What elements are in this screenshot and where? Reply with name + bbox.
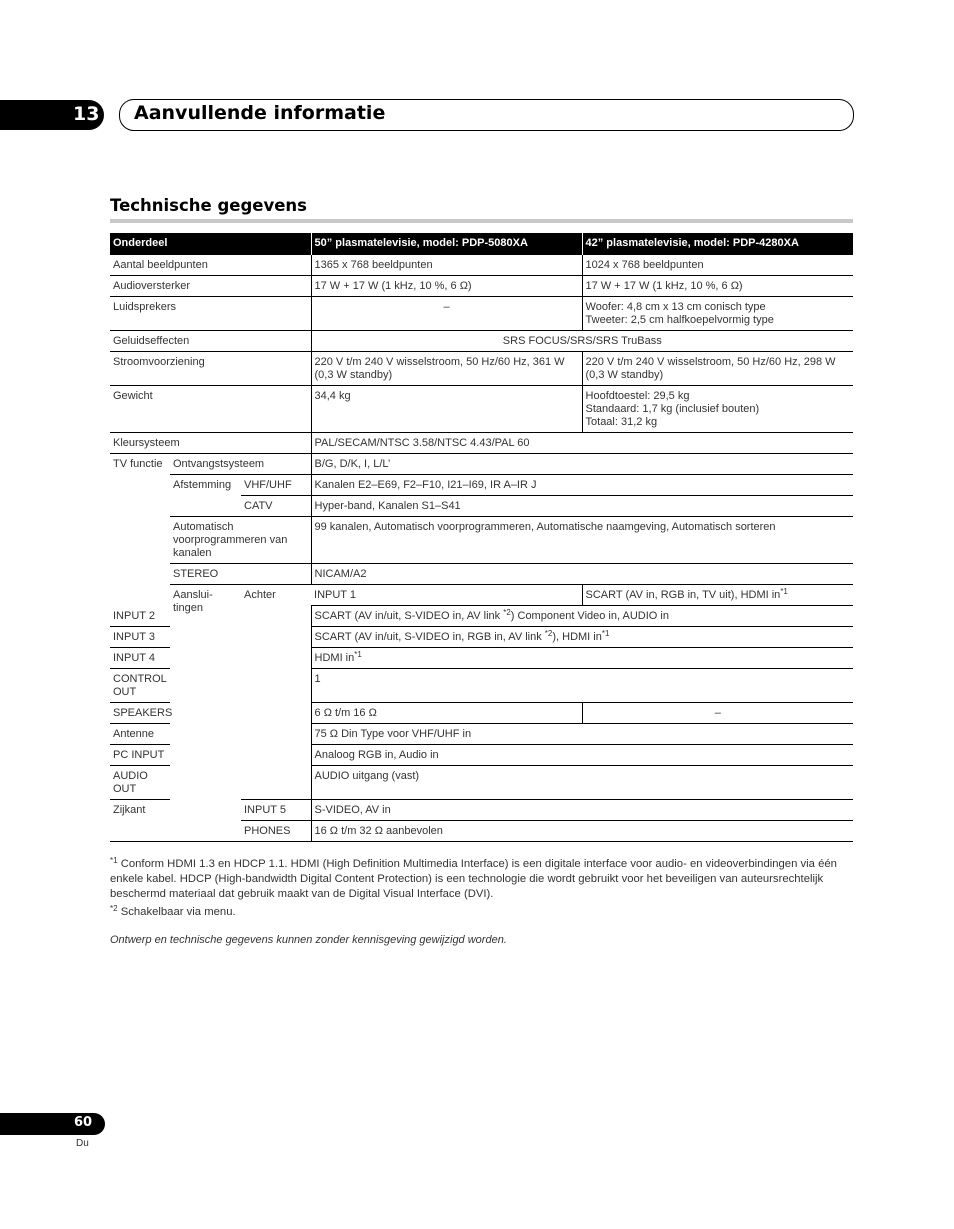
disclaimer-note: Ontwerp en technische gegevens kunnen zonder kennisgeving gewijzigd worden.	[110, 934, 507, 946]
table-row	[110, 433, 853, 454]
row-label: INPUT 5	[241, 800, 311, 821]
value-shared: 1	[311, 669, 853, 703]
subgroup-label: Achter	[241, 585, 311, 800]
footnote-ref: *1	[601, 629, 610, 638]
section-rule	[110, 219, 853, 223]
value-shared: 16 Ω t/m 32 Ω aanbevolen	[311, 821, 853, 842]
row-label: PC INPUT	[110, 745, 170, 766]
value-50: 34,4 kg	[311, 386, 582, 433]
table-row	[110, 276, 853, 297]
table-row	[110, 352, 853, 386]
section-title: Technische gegevens	[110, 196, 307, 215]
header-onderdeel: Onderdeel	[110, 233, 311, 255]
value-shared	[311, 627, 853, 648]
row-label: Luidsprekers	[110, 297, 311, 331]
value-shared: B/G, D/K, I, L/L’	[311, 454, 853, 475]
value-50: –	[311, 297, 582, 331]
row-label: VHF/UHF	[241, 475, 311, 496]
table-row	[110, 331, 853, 352]
value-shared: AUDIO uitgang (vast)	[311, 766, 853, 800]
table-row	[110, 564, 853, 585]
row-label: Gewicht	[110, 386, 311, 433]
row-label: Ontvangstsysteem	[170, 454, 311, 475]
value-shared: S-VIDEO, AV in	[311, 800, 853, 821]
table-row	[110, 454, 853, 475]
value-line: Hoofdtoestel: 29,5 kg	[585, 390, 690, 402]
value-text: SCART (AV in/uit, S-VIDEO in, RGB in, AV link	[314, 631, 545, 643]
value-text: SCART (AV in, RGB in, TV uit), HDMI in	[585, 589, 781, 601]
footnote-text: Conform HDMI 1.3 en HDCP 1.1. HDMI (High Definition Multimedia Interface) is een digitale interface voor audio- en videoverbindingen via één enkele kabel. HDCP (High-bandwidth Digital Content Protection) is een technologie die wordt gebruikt voor het beveiligen van auteursrechtelijk beschermd materiaal dat gebruik maakt van de Digital Visual Interface (DVI).	[110, 858, 837, 900]
header-model-50: 50” plasmatelevisie, model: PDP-5080XA	[311, 233, 582, 255]
footnote-mark: *2	[110, 904, 118, 913]
footnote-ref: *1	[354, 650, 362, 659]
table-row	[110, 255, 853, 276]
value-42: –	[582, 703, 853, 724]
value-text: HDMI in	[314, 652, 355, 664]
value-line: Totaal: 31,2 kg	[585, 416, 658, 428]
footnote-mark: *1	[110, 856, 118, 865]
table-header-row	[110, 233, 853, 255]
group-label: Aanslui-tingen	[170, 585, 241, 842]
row-label: Kleursysteem	[110, 433, 311, 454]
value-50: 1365 x 768 beeldpunten	[311, 255, 582, 276]
value-50: 17 W + 17 W (1 kHz, 10 %, 6 Ω)	[311, 276, 582, 297]
row-label: STEREO	[170, 564, 311, 585]
value-shared: 99 kanalen, Automatisch voorprogrammeren, Automatische naamgeving, Automatisch sorteren	[311, 517, 853, 564]
table-row	[110, 585, 853, 606]
value-50: 220 V t/m 240 V wisselstroom, 50 Hz/60 Hz, 361 W (0,3 W standby)	[311, 352, 582, 386]
table-row	[110, 475, 853, 496]
row-label: CATV	[241, 496, 311, 517]
value-line: Woofer: 4,8 cm x 13 cm conisch type	[585, 301, 766, 313]
row-label: SPEAKERS	[110, 703, 170, 724]
table-row	[110, 517, 853, 564]
value-shared: Analoog RGB in, Audio in	[311, 745, 853, 766]
footnote-1	[110, 857, 855, 902]
spec-table	[110, 233, 853, 842]
value-shared: NICAM/A2	[311, 564, 853, 585]
value-42: 17 W + 17 W (1 kHz, 10 %, 6 Ω)	[582, 276, 853, 297]
value-shared: Hyper-band, Kanalen S1–S41	[311, 496, 853, 517]
row-label: Geluidseffecten	[110, 331, 311, 352]
value-text: ) Component Video in, AUDIO in	[510, 610, 669, 622]
row-label: Antenne	[110, 724, 170, 745]
value-line: Tweeter: 2,5 cm halfkoepelvormig type	[585, 314, 774, 326]
group-label: TV functie	[113, 458, 163, 470]
row-label: INPUT 3	[110, 627, 170, 648]
row-label: INPUT 2	[110, 606, 170, 627]
value-text: ), HDMI in	[552, 631, 602, 643]
value-50: 6 Ω t/m 16 Ω	[311, 703, 582, 724]
row-label: INPUT 1	[311, 585, 582, 606]
table-row	[110, 297, 853, 331]
footnote-2	[110, 905, 855, 920]
row-label: Aantal beeldpunten	[110, 255, 311, 276]
row-label: CONTROL OUT	[110, 669, 170, 703]
value-shared	[311, 648, 853, 669]
header-model-42: 42” plasmatelevisie, model: PDP-4280XA	[582, 233, 853, 255]
value-line: Standaard: 1,7 kg (inclusief bouten)	[585, 403, 760, 415]
table-row	[110, 386, 853, 433]
value-shared: PAL/SECAM/NTSC 3.58/NTSC 4.43/PAL 60	[311, 433, 853, 454]
footnote-text: Schakelbaar via menu.	[120, 906, 236, 918]
row-label: Audioversterker	[110, 276, 311, 297]
value-shared: SRS FOCUS/SRS/SRS TruBass	[311, 331, 853, 352]
row-label: INPUT 4	[110, 648, 170, 669]
value-shared: Kanalen E2–E69, F2–F10, I21–I69, IR A–IR J	[311, 475, 853, 496]
value-shared	[311, 606, 853, 627]
chapter-title: Aanvullende informatie	[134, 102, 386, 124]
value-42: 220 V t/m 240 V wisselstroom, 50 Hz/60 Hz, 298 W (0,3 W standby)	[582, 352, 853, 386]
subgroup-label: Zijkant	[110, 800, 170, 842]
value-shared: 75 Ω Din Type voor VHF/UHF in	[311, 724, 853, 745]
value-text: SCART (AV in/uit, S-VIDEO in, AV link	[314, 610, 504, 622]
row-label: Stroomvoorziening	[110, 352, 311, 386]
value-shared	[582, 585, 853, 606]
footnote-ref: *2	[503, 608, 511, 617]
chapter-number: 13	[73, 103, 100, 125]
footnote-ref: *1	[780, 587, 788, 596]
row-label: PHONES	[241, 821, 311, 842]
value-42: 1024 x 768 beeldpunten	[582, 255, 853, 276]
page-number: 60	[74, 1115, 93, 1130]
value-42	[582, 386, 853, 433]
row-label: Automatisch voorprogrammeren van kanalen	[170, 517, 311, 564]
subgroup-label: Afstemming	[170, 475, 241, 517]
value-42	[582, 297, 853, 331]
page-language: Du	[76, 1138, 89, 1149]
row-label: AUDIO OUT	[110, 766, 170, 800]
footnote-ref: *2	[544, 629, 553, 638]
